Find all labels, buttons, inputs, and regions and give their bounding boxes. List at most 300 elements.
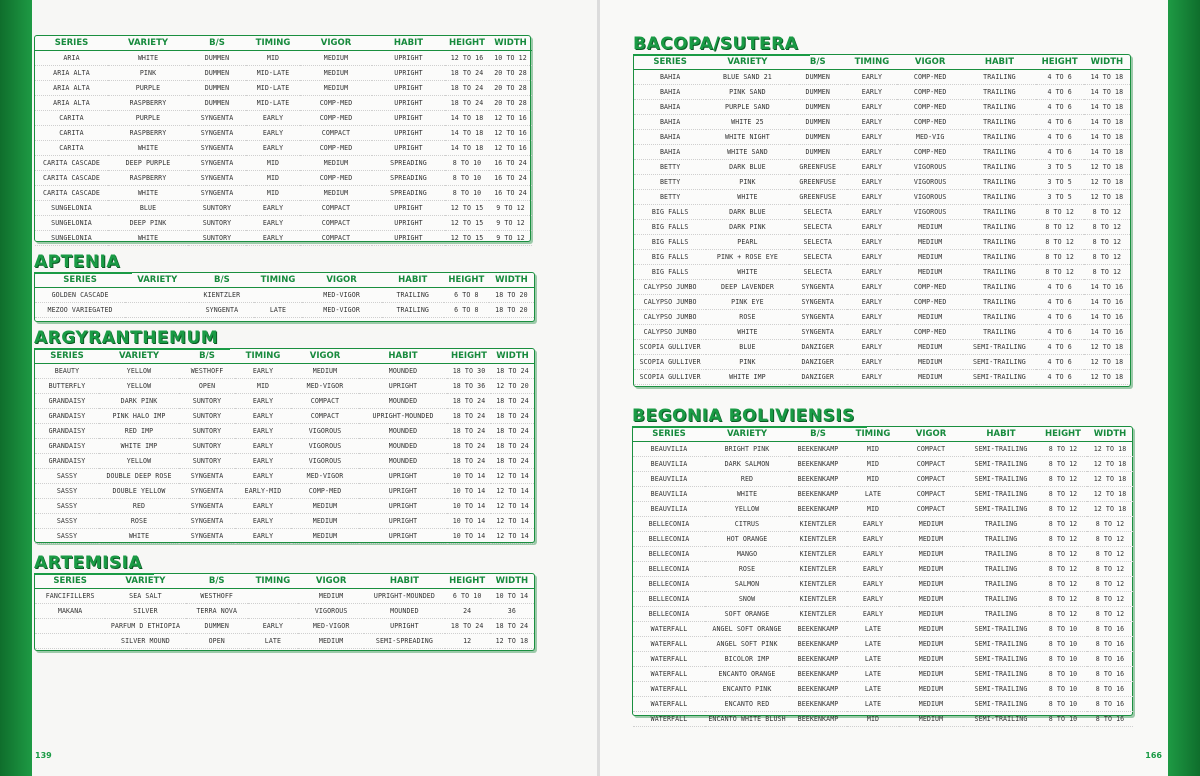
table-cell: EARLY [847,115,897,130]
table-cell: TRAILING [963,85,1035,100]
table-cell: BRIGHT PINK [705,442,789,457]
table-cell: ENCANTO ORANGE [705,667,789,682]
table-cell: EARLY-MID [235,484,291,499]
table-cell: 18 TO 30 [447,364,491,379]
table-cell: TRAILING [963,532,1039,547]
table-cell: MEDIUM [897,370,963,385]
table-cell: 18 TO 24 [445,619,490,634]
table-cell: CARITA [35,111,108,126]
table-cell: SEMI-TRAILING [963,457,1039,472]
section-begonia [632,406,1133,723]
table-cell: SEMI-TRAILING [963,502,1039,517]
table-cell: BAHIA [634,130,706,145]
table-cell: PEARL [706,235,788,250]
table-cell: 18 TO 24 [491,454,534,469]
table-cell: WHITE [706,325,788,340]
table-row [634,295,1130,310]
table-cell: SEMI-TRAILING [963,652,1039,667]
table-cell: CARITA [35,126,108,141]
table-cell: PARFUM D ETHIOPIA [105,619,185,634]
table-cell: 18 TO 24 [491,439,534,454]
table-cell: COMPACT [291,409,359,424]
table-cell: SYNGENTA [179,529,235,544]
table-cell: 12 [445,634,490,649]
table-cell: 8 TO 16 [1087,697,1133,712]
table-cell: LATE [847,622,899,637]
table-cell: 8 TO 10 [445,171,489,186]
table-cell: SELECTA [789,265,847,280]
table-cell: DARK BLUE [706,205,788,220]
table-row [633,502,1133,517]
table-cell: MID-LATE [246,81,300,96]
table-cell: TRAILING [963,517,1039,532]
table-cell: SELECTA [789,220,847,235]
section-first [34,35,531,242]
table-cell: SEA SALT [105,589,185,604]
table-cell: UPRIGHT [359,514,447,529]
table-cell: EARLY [847,592,899,607]
table-cell: MED-VIGOR [291,469,359,484]
column-header: VARIETY [99,349,179,364]
table-cell: EARLY [235,364,291,379]
table-cell: 8 TO 16 [1087,667,1133,682]
table-cell: GRANDAISY [35,409,99,424]
table-cell: SPREADING [372,156,445,171]
table-cell: COMP-MED [897,325,963,340]
table-cell: MEDIUM [300,81,372,96]
table-cell: SUNTORY [179,394,235,409]
table-cell: MEDIUM [899,532,963,547]
table-row [633,652,1133,667]
table-cell: DOUBLE DEEP ROSE [99,469,179,484]
table-cell: KIENTZLER [789,577,847,592]
table-cell: KIENTZLER [789,517,847,532]
table-row [634,70,1130,85]
table-cell: RED IMP [99,424,179,439]
table-row [35,439,534,454]
table-row [633,667,1133,682]
table-cell: CARITA [35,141,108,156]
table-cell: GRANDAISY [35,424,99,439]
column-header: VIGOR [300,36,372,51]
table-cell: SYNGENTA [189,303,254,318]
table-cell: TRAILING [963,115,1035,130]
table-cell: 8 TO 12 [1036,205,1084,220]
column-header: B/S [188,36,246,51]
table-cell: SPREADING [372,171,445,186]
table-cell: 8 TO 12 [1039,607,1087,622]
table-cell: 8 TO 12 [1087,592,1133,607]
table-cell: TRAILING [963,295,1035,310]
column-header: VARIETY [105,574,185,589]
table-cell: UPRIGHT [372,66,445,81]
table-cell: EARLY [235,469,291,484]
table-cell: 8 TO 12 [1084,220,1130,235]
table-cell: 8 TO 12 [1036,250,1084,265]
table-cell: COMP-MED [300,171,372,186]
table-cell: SASSY [35,529,99,544]
table-frame [632,426,1133,723]
table-row [35,288,534,303]
table-cell: MEDIUM [897,340,963,355]
table-cell: VIGOROUS [897,160,963,175]
table-row [633,592,1133,607]
table-cell: DANZIGER [789,370,847,385]
table-frame [34,272,535,322]
table-row [35,126,532,141]
table-cell: SASSY [35,469,99,484]
table-cell: MEDIUM [899,622,963,637]
table-cell: SEMI-TRAILING [963,487,1039,502]
table-cell: 14 TO 16 [1084,310,1130,325]
table-cell: 6 TO 10 [445,589,490,604]
table-cell: SYNGENTA [188,141,246,156]
column-header: B/S [186,574,248,589]
table-cell: BIG FALLS [634,235,706,250]
table-cell: VIGOROUS [298,604,364,619]
table-row [35,216,532,231]
table-cell: EARLY [847,205,897,220]
table-cell: BUTTERFLY [35,379,99,394]
table-cell: SYNGENTA [789,325,847,340]
table-cell: SILVER [105,604,185,619]
table-cell: SCOPIA GULLIVER [634,355,706,370]
table-cell: WATERFALL [633,667,705,682]
table-cell: MEDIUM [300,51,372,66]
table-cell: EARLY [847,577,899,592]
table-cell: 12 TO 18 [1087,442,1133,457]
table-cell: BELLECONIA [633,547,705,562]
table-cell: ROSE [706,310,788,325]
table-cell: SUNTORY [179,409,235,424]
section-title: BEGONIA BOLIVIENSIS [632,406,861,426]
table-cell: COMP-MED [897,295,963,310]
table-cell: BEAUVILIA [633,457,705,472]
section-aptenia [34,252,535,322]
table-cell: 3 TO 5 [1036,175,1084,190]
column-header: VIGOR [298,574,364,589]
table-cell: BEEKENKAMP [789,502,847,517]
table-cell: COMP-MED [300,96,372,111]
table-cell: 16 TO 24 [489,171,532,186]
table-cell: 8 TO 16 [1087,712,1133,727]
table-cell: COMPACT [899,472,963,487]
table-cell: VIGOROUS [291,454,359,469]
table-cell: 8 TO 12 [1087,562,1133,577]
table-cell: KIENTZLER [789,547,847,562]
table-cell: BEEKENKAMP [789,637,847,652]
table-cell: TRAILING [963,265,1035,280]
table-cell: 8 TO 12 [1039,562,1087,577]
table-cell: DUMMEN [789,130,847,145]
table-cell: 12 TO 16 [489,126,532,141]
column-header: TIMING [847,427,899,442]
table-cell: 8 TO 10 [1039,667,1087,682]
table-row [634,280,1130,295]
table-cell: FANCIFILLERS [35,589,105,604]
table-cell: EARLY [847,547,899,562]
table-cell: 18 TO 20 [489,288,534,303]
table-row [634,220,1130,235]
table-cell: VIGOROUS [291,424,359,439]
table-frame [34,573,535,651]
table-cell: PINK HALO IMP [99,409,179,424]
table-cell: EARLY [246,201,300,216]
table-cell: SEMI-TRAILING [963,355,1035,370]
table-cell: MEDIUM [300,156,372,171]
table-cell: BLUE [706,340,788,355]
table-cell: 12 TO 20 [491,379,534,394]
table-cell: MEDIUM [899,637,963,652]
table-cell [248,604,298,619]
table-cell: MEDIUM [291,499,359,514]
table-cell: COMPACT [300,231,372,246]
table-cell: TRAILING [963,577,1039,592]
table-cell: 24 [445,604,490,619]
table-cell: 8 TO 16 [1087,652,1133,667]
table-cell: MEDIUM [291,514,359,529]
table-cell: EARLY [235,454,291,469]
table-cell: 10 TO 14 [447,469,491,484]
table-cell: 4 TO 6 [1036,310,1084,325]
table-cell: DUMMEN [186,619,248,634]
table-row [633,472,1133,487]
table-cell: DANZIGER [789,340,847,355]
column-header: TIMING [847,55,897,70]
table-cell: UPRIGHT [359,499,447,514]
table-cell: GREENFUSE [789,190,847,205]
table-cell: MEDIUM [291,364,359,379]
table-cell: 20 TO 28 [489,81,532,96]
table-cell: SYNGENTA [179,484,235,499]
table-row [35,619,534,634]
table-cell: TRAILING [963,220,1035,235]
table-cell: COMP-MED [897,70,963,85]
table-cell: MID [246,171,300,186]
table-cell: BIG FALLS [634,220,706,235]
table-cell: SASSY [35,514,99,529]
table-cell: SYNGENTA [188,156,246,171]
table-cell: ENCANTO WHITE BLUSH [705,712,789,727]
table-cell: 18 TO 24 [445,96,489,111]
table-cell: PINK [706,175,788,190]
table-cell: MOUNDED [359,394,447,409]
column-header: SERIES [35,36,108,51]
column-header: WIDTH [490,574,534,589]
column-header: VIGOR [897,55,963,70]
table-row [35,96,532,111]
table-cell: MID [246,186,300,201]
table-row [35,231,532,246]
table-cell: 18 TO 24 [491,424,534,439]
table-cell: 4 TO 6 [1036,280,1084,295]
table-cell: TRAILING [382,288,444,303]
table-cell: 8 TO 16 [1087,682,1133,697]
table-cell: DANZIGER [789,355,847,370]
table-cell: SILVER MOUND [105,634,185,649]
table-cell: ARIA ALTA [35,96,108,111]
table-cell: LATE [847,637,899,652]
table-cell: EARLY [235,499,291,514]
table-cell: WESTHOFF [186,589,248,604]
table-cell: WHITE IMP [99,439,179,454]
table-cell: SYNGENTA [179,499,235,514]
table-row [35,529,534,544]
column-header: HABIT [372,36,445,51]
table-cell: SUNTORY [188,216,246,231]
table-cell: 9 TO 12 [489,216,532,231]
table-cell: EARLY [246,141,300,156]
table-cell: 8 TO 12 [1039,577,1087,592]
table-cell: 10 TO 14 [490,589,534,604]
table-cell: 20 TO 28 [489,66,532,81]
table-cell: 12 TO 14 [491,484,534,499]
table-cell: 8 TO 12 [1039,442,1087,457]
table-cell: 12 TO 14 [491,529,534,544]
table-row [633,607,1133,622]
table-cell: DEEP LAVENDER [706,280,788,295]
section-title: ARGYRANTHEMUM [34,328,224,348]
table-cell: 12 TO 14 [491,514,534,529]
table-row [633,532,1133,547]
table-cell: SEMI-TRAILING [963,370,1035,385]
table-row [35,186,532,201]
column-header: VIGOR [291,349,359,364]
table-cell: YELLOW [99,379,179,394]
table-cell: 10 TO 14 [447,514,491,529]
table-cell: 8 TO 12 [1036,265,1084,280]
table-cell: EARLY [847,607,899,622]
table-cell: EARLY [847,370,897,385]
table-cell: 12 TO 18 [1087,457,1133,472]
table-cell: EARLY [847,355,897,370]
table-cell: SALMON [705,577,789,592]
table-cell: 12 TO 18 [1084,160,1130,175]
table-cell: VIGOROUS [897,175,963,190]
table-row [634,370,1130,385]
table-cell: DUMMEN [188,81,246,96]
table-cell: TRAILING [963,130,1035,145]
table-cell: KIENTZLER [789,607,847,622]
table-cell: MAKANA [35,604,105,619]
table-cell: 14 TO 16 [1084,325,1130,340]
table-cell: WHITE [108,141,188,156]
table-cell: DUMMEN [789,70,847,85]
table-cell: WATERFALL [633,712,705,727]
column-header: SERIES [633,427,705,442]
table-cell: COMP-MED [300,141,372,156]
table-cell: DARK PINK [99,394,179,409]
table-cell: BELLECONIA [633,592,705,607]
table-cell: WATERFALL [633,682,705,697]
table-cell: TRAILING [963,310,1035,325]
table-cell: MEDIUM [897,310,963,325]
table-cell: UPRIGHT [359,484,447,499]
table-cell: GRANDAISY [35,394,99,409]
table-cell: EARLY [246,111,300,126]
table-row [634,205,1130,220]
table-cell: 8 TO 10 [445,156,489,171]
table-cell: SCOPIA GULLIVER [634,370,706,385]
table-cell: CALYPSO JUMBO [634,295,706,310]
left-cover-edge [0,0,32,776]
table-cell: CALYPSO JUMBO [634,280,706,295]
table-cell: TRAILING [963,70,1035,85]
column-header: B/S [789,427,847,442]
table-cell: KIENTZLER [189,288,254,303]
table-cell: 18 TO 24 [490,619,534,634]
table-cell: HOT ORANGE [705,532,789,547]
table-cell: SASSY [35,499,99,514]
table-cell: UPRIGHT [359,529,447,544]
table-cell: KIENTZLER [789,592,847,607]
table-cell: 12 TO 18 [1084,175,1130,190]
table-cell: ROSE [99,514,179,529]
table-cell: 18 TO 20 [489,303,534,318]
table-cell: WATERFALL [633,637,705,652]
table-cell: MEDIUM [897,265,963,280]
table-row [35,409,534,424]
table-cell: 8 TO 10 [1039,622,1087,637]
table-cell: UPRIGHT [372,126,445,141]
table-cell: 36 [490,604,534,619]
table-cell: SELECTA [789,235,847,250]
table-cell: 14 TO 18 [1084,115,1130,130]
table-cell: 8 TO 12 [1087,577,1133,592]
table-cell: CARITA CASCADE [35,156,108,171]
table-cell: BEEKENKAMP [789,667,847,682]
table-cell: BEAUTY [35,364,99,379]
table-cell: LATE [847,682,899,697]
table-cell [254,288,301,303]
table-cell: TRAILING [963,145,1035,160]
table-cell: BAHIA [634,70,706,85]
table-cell: BEEKENKAMP [789,682,847,697]
table-cell: GREENFUSE [789,160,847,175]
table-row [633,577,1133,592]
table-row [634,235,1130,250]
table-cell: SCOPIA GULLIVER [634,340,706,355]
table-cell: UPRIGHT [364,619,444,634]
table-cell: 8 TO 12 [1039,487,1087,502]
table-cell: 14 TO 18 [445,126,489,141]
table-cell: ANGEL SOFT PINK [705,637,789,652]
table-cell: SELECTA [789,205,847,220]
table-cell: SYNGENTA [188,126,246,141]
table-cell: 12 TO 18 [1084,370,1130,385]
table-frame [633,54,1131,387]
table-cell: GRANDAISY [35,439,99,454]
column-header: HABIT [364,574,444,589]
table-cell: 10 TO 14 [447,529,491,544]
table-cell: EARLY [847,325,897,340]
table-row [634,175,1130,190]
table-cell: SYNGENTA [179,469,235,484]
table-cell: SUNGELONIA [35,216,108,231]
table-cell: BELLECONIA [633,562,705,577]
table-cell: 8 TO 12 [1039,457,1087,472]
table-cell: MEZOO VARIEGATED [35,303,125,318]
table-row [633,712,1133,727]
column-header: HEIGHT [445,574,490,589]
table-cell: UPRIGHT [372,201,445,216]
table-cell: 14 TO 18 [1084,85,1130,100]
table-cell: 10 TO 14 [447,484,491,499]
table-cell: TRAILING [963,175,1035,190]
table-cell: BLUE SAND 21 [706,70,788,85]
table-cell: MID [847,457,899,472]
table-cell: BEEKENKAMP [789,457,847,472]
